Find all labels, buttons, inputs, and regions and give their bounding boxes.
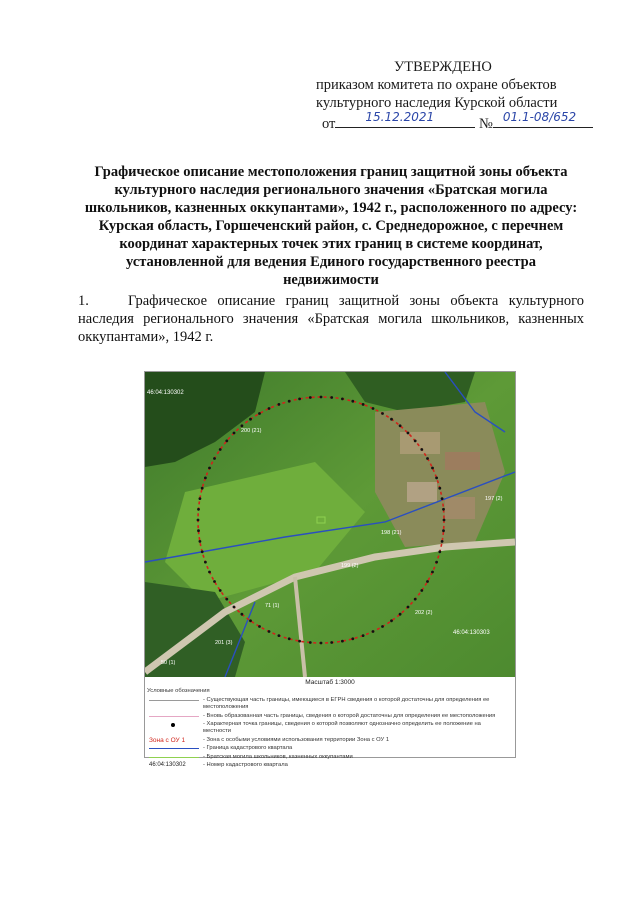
- approval-line-2: культурного наследия Курской области: [316, 95, 558, 111]
- legend: [147, 688, 507, 771]
- zone-point: [199, 497, 202, 500]
- legend-symbol-new: [147, 713, 203, 720]
- handwritten-date: 15.12.2021: [365, 110, 435, 124]
- point-label: 50 (1): [161, 660, 176, 666]
- plot: [400, 432, 440, 454]
- zone-point: [407, 606, 410, 609]
- section-text: Графическое описание границ защитной зоны объекта культурного наследия регионального значения «Братская могила школьников, казненных оккупантами», 1942 г.: [78, 293, 584, 345]
- legend-row: [147, 737, 507, 744]
- legend-symbol-existing: [147, 697, 203, 704]
- zone-point: [372, 407, 375, 410]
- zone-point: [204, 561, 207, 564]
- legend-symbol-grave: [147, 754, 203, 761]
- legend-text: - Вновь образованная часть границы, сведения о которой достаточны для определения ее местоположения: [203, 712, 496, 719]
- zone-point: [309, 641, 312, 644]
- zone-point: [278, 403, 281, 406]
- zone-point: [362, 634, 365, 637]
- legend-symbol-quarter: [147, 745, 203, 752]
- zone-point: [225, 440, 228, 443]
- zone-point: [219, 589, 222, 592]
- legend-row: [147, 713, 507, 720]
- quarter-number-label: 46:04:130302: [149, 762, 186, 768]
- map-figure: [144, 371, 516, 768]
- point-label: 200 (21): [241, 428, 262, 434]
- zone-point: [309, 396, 312, 399]
- zone-point: [249, 619, 252, 622]
- zone-point: [390, 619, 393, 622]
- legend-row: [147, 697, 507, 711]
- zone-point: [381, 625, 384, 628]
- zone-point: [441, 540, 444, 543]
- legend-row: [147, 754, 507, 761]
- date-field: [335, 112, 475, 128]
- zone-point: [390, 418, 393, 421]
- approval-block: [316, 58, 616, 132]
- point-label: 198 (21): [381, 530, 402, 536]
- legend-text: - Номер кадастрового квартала: [203, 762, 288, 768]
- legend-row: [147, 721, 507, 735]
- from-label: от: [322, 116, 336, 132]
- zone-point: [213, 580, 216, 583]
- number-field: [493, 112, 593, 128]
- zone-point: [438, 550, 441, 553]
- approval-line-1: приказом комитета по охране объектов: [316, 77, 557, 93]
- zone-point: [197, 519, 200, 522]
- section-paragraph: [78, 292, 584, 346]
- number-label: №: [479, 116, 493, 132]
- zone-point: [441, 497, 444, 500]
- zone-point: [201, 550, 204, 553]
- approval-date-row: [316, 112, 616, 132]
- point-label: 201 (3): [215, 640, 233, 646]
- point-label: 202 (2): [415, 610, 433, 616]
- zone-point: [249, 418, 252, 421]
- zone-point: [426, 580, 429, 583]
- zone-point: [258, 625, 261, 628]
- point-label: 197 (2): [485, 496, 503, 502]
- zone-point: [399, 613, 402, 616]
- zone-point: [351, 637, 354, 640]
- zone-point: [438, 487, 441, 490]
- zone-point: [341, 640, 344, 643]
- handwritten-number: 01.1-08/652: [502, 110, 577, 124]
- zone-point: [208, 571, 211, 574]
- zone-point: [443, 519, 446, 522]
- zone-point: [197, 508, 200, 511]
- zone-point: [381, 412, 384, 415]
- section-number: 1.: [78, 293, 89, 309]
- zone-point: [320, 396, 323, 399]
- zone-point: [288, 400, 291, 403]
- zone-point: [197, 529, 200, 532]
- legend-text: - Зона с особыми условиями использования территории Зона с ОУ 1: [203, 736, 390, 743]
- zone-point: [204, 477, 207, 480]
- zone-point: [362, 403, 365, 406]
- zone-point: [414, 440, 417, 443]
- zone-point: [213, 457, 216, 460]
- point-label: 71 (1): [265, 603, 280, 609]
- zone-point: [414, 598, 417, 601]
- document-title: Графическое описание местоположения границ защитной зоны объекта культурного наследия регионального значения «Братская могила школьников, казненных оккупантами», 1942 г., расположенного по адресу: Курская область, Горшеченский район, с. Среднедорожное, с перечнем координат характерных точек этих границ в системе координат, установленной для ведения Единого государственного реестра недвижимости: [84, 164, 578, 288]
- zone-point: [431, 571, 434, 574]
- legend-row: [147, 762, 507, 769]
- zone-point: [268, 630, 271, 633]
- zone-point: [426, 457, 429, 460]
- legend-text: - Существующая часть границы, имеющиеся в ЕГРН сведения о которой достаточны для определения ее местоположения: [203, 697, 490, 710]
- plot: [445, 452, 480, 470]
- zone-point: [435, 477, 438, 480]
- zone-point: [442, 508, 445, 511]
- legend-symbol-zone: [147, 737, 203, 744]
- zone-point: [420, 448, 423, 451]
- zone-point: [201, 487, 204, 490]
- zone-point: [431, 467, 434, 470]
- zone-point: [320, 642, 323, 645]
- legend-text: - Граница кадастрового квартала: [203, 745, 293, 751]
- zone-point: [241, 613, 244, 616]
- satellite-map: [145, 372, 515, 677]
- zone-point: [199, 540, 202, 543]
- point-label: 199 (2): [341, 563, 359, 569]
- zone-point: [442, 529, 445, 532]
- zone-point: [288, 637, 291, 640]
- zone-point: [208, 467, 211, 470]
- zone-point: [233, 432, 236, 435]
- plot: [445, 497, 475, 519]
- quarter-label-1: 46:04:130302: [147, 390, 184, 396]
- zone-point: [435, 561, 438, 564]
- zone-point: [372, 630, 375, 633]
- zone-point: [241, 424, 244, 427]
- approval-heading: УТВЕРЖДЕНО: [394, 59, 492, 75]
- legend-text: - Братская могила школьников, казненных оккупантами: [203, 753, 353, 760]
- scale-text: Масштаб 1:3000: [305, 679, 355, 686]
- quarter-label-2: 46:04:130303: [453, 630, 490, 636]
- zone-point: [219, 448, 222, 451]
- zone-point: [351, 400, 354, 403]
- legend-row: [147, 745, 507, 752]
- legend-text: - Характерная точка границы, сведения о которой позволяют однозначно определить ее положение на местности: [203, 721, 481, 734]
- zone-point: [330, 641, 333, 644]
- zone-point: [298, 398, 301, 401]
- plot: [407, 482, 437, 502]
- zone-point: [330, 396, 333, 399]
- legend-symbol-quarter-number: [147, 762, 203, 769]
- zone-label: Зона с ОУ 1: [149, 736, 186, 744]
- map-svg: [145, 372, 515, 677]
- zone-point: [420, 589, 423, 592]
- legend-symbol-point: [147, 721, 203, 728]
- zone-point: [407, 432, 410, 435]
- legend-title: Условные обозначения: [147, 688, 210, 694]
- zone-point: [298, 640, 301, 643]
- zone-point: [258, 412, 261, 415]
- zone-point: [233, 606, 236, 609]
- zone-point: [225, 598, 228, 601]
- zone-point: [341, 398, 344, 401]
- zone-point: [278, 634, 281, 637]
- zone-point: [399, 424, 402, 427]
- zone-point: [268, 407, 271, 410]
